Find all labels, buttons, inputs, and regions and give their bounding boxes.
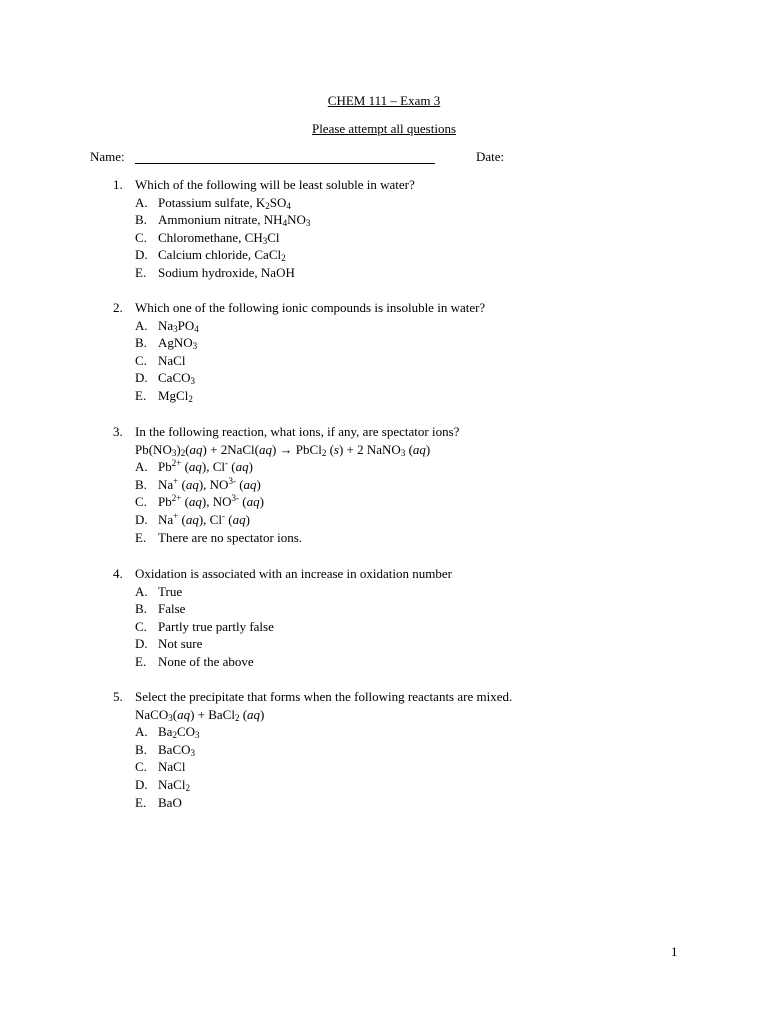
option-letter: E. <box>135 653 147 669</box>
option-letter: E. <box>135 264 147 280</box>
name-blank-line <box>135 163 435 164</box>
option-text: $Pb^{2+}$ (aq), $NO^{3-}$ (aq) <box>158 493 264 510</box>
option-text: NaCl <box>158 759 186 775</box>
option-letter: C. <box>135 352 147 368</box>
option-letter: A. <box>135 194 148 210</box>
option-letter: B. <box>135 741 147 757</box>
option-letter: A. <box>135 459 148 475</box>
option-letter: A. <box>135 583 148 599</box>
option-text: MgCl$_2$ <box>158 387 193 404</box>
question-number: 3. <box>113 424 123 439</box>
option-text: Na+ (aq), Cl- (aq) <box>158 510 250 527</box>
option-letter: C. <box>135 618 147 634</box>
question-4 <box>113 565 713 671</box>
question-number: 1. <box>113 177 123 192</box>
option-text: True <box>158 583 183 599</box>
option-letter: A. <box>135 317 148 333</box>
option-letter: B. <box>135 601 147 617</box>
question-3 <box>113 423 713 546</box>
option-letter: E. <box>135 794 147 810</box>
option-text: AgNO$_3$ <box>158 335 198 352</box>
option-letter: E. <box>135 529 147 545</box>
exam-title: CHEM 111 – Exam 3 <box>327 93 441 108</box>
option-text: $Pb^{2+}$ (aq), Cl- (aq) <box>158 458 253 475</box>
option-letter: C. <box>135 759 147 775</box>
option-letter: D. <box>135 247 148 263</box>
option-text: There are no spectator ions. <box>158 529 303 545</box>
date-label: Date: <box>476 149 505 164</box>
option-text: Not sure <box>158 636 203 652</box>
question-number: 5. <box>113 689 123 704</box>
option-letter: D. <box>135 370 148 386</box>
option-text: Chloromethane, $CH_3Cl$ <box>158 229 280 246</box>
option-letter: C. <box>135 494 147 510</box>
option-text: CaCO$_3$ <box>158 370 195 387</box>
option-letter: E. <box>135 387 147 403</box>
reaction-equation: $Pb(NO_3)_2(aq)$ + 2NaCl(aq) → PbCl$_2$ (s) + 2 NaNO$_3$ (aq) <box>135 441 431 458</box>
question-text: Which one of the following ionic compounds is insoluble in water? <box>135 300 486 315</box>
option-text: Na+ (aq), $NO^{3-}$ (aq) <box>158 475 261 492</box>
question-number: 2. <box>113 300 123 315</box>
option-text: Partly true partly false <box>158 618 274 634</box>
option-text: Calcium chloride, CaCl$_2$ <box>158 247 286 264</box>
option-text: NaCl <box>158 352 186 368</box>
question-text: Which of the following will be least soluble in water? <box>135 177 415 192</box>
option-text: $Na_3PO_4$ <box>158 317 199 334</box>
option-text: BaCO$_3$ <box>158 741 195 758</box>
question-1 <box>113 176 713 282</box>
question-2 <box>113 299 713 405</box>
option-text: None of the above <box>158 653 254 669</box>
option-text: Ammonium nitrate, $NH_4NO_3$ <box>158 212 311 229</box>
option-letter: D. <box>135 511 148 527</box>
option-text: Sodium hydroxide, NaOH <box>158 264 295 280</box>
option-text: $Ba_2CO_3$ <box>158 724 200 741</box>
option-text: False <box>158 601 186 617</box>
question-5 <box>113 688 713 811</box>
question-text: In the following reaction, what ions, if any, are spectator ions? <box>135 424 460 439</box>
option-letter: A. <box>135 724 148 740</box>
name-label: Name: <box>90 149 125 164</box>
question-number: 4. <box>113 566 123 581</box>
option-letter: D. <box>135 636 148 652</box>
page-number: 1 <box>671 944 678 959</box>
question-text: Select the precipitate that forms when the following reactants are mixed. <box>135 689 513 704</box>
option-letter: D. <box>135 776 148 792</box>
option-text: BaO <box>158 794 182 810</box>
option-letter: B. <box>135 212 147 228</box>
option-text: NaCl$_2$ <box>158 776 190 793</box>
option-letter: B. <box>135 335 147 351</box>
question-text: Oxidation is associated with an increase in oxidation number <box>135 566 452 581</box>
option-letter: C. <box>135 229 147 245</box>
reaction-equation: NaCO$_3$(aq) + BaCl$_2$ (aq) <box>135 706 265 723</box>
name-date-row <box>90 149 690 167</box>
option-text: Potassium sulfate, $K_2SO_4$ <box>158 194 291 211</box>
exam-instructions: Please attempt all questions <box>311 121 457 136</box>
option-letter: B. <box>135 476 147 492</box>
